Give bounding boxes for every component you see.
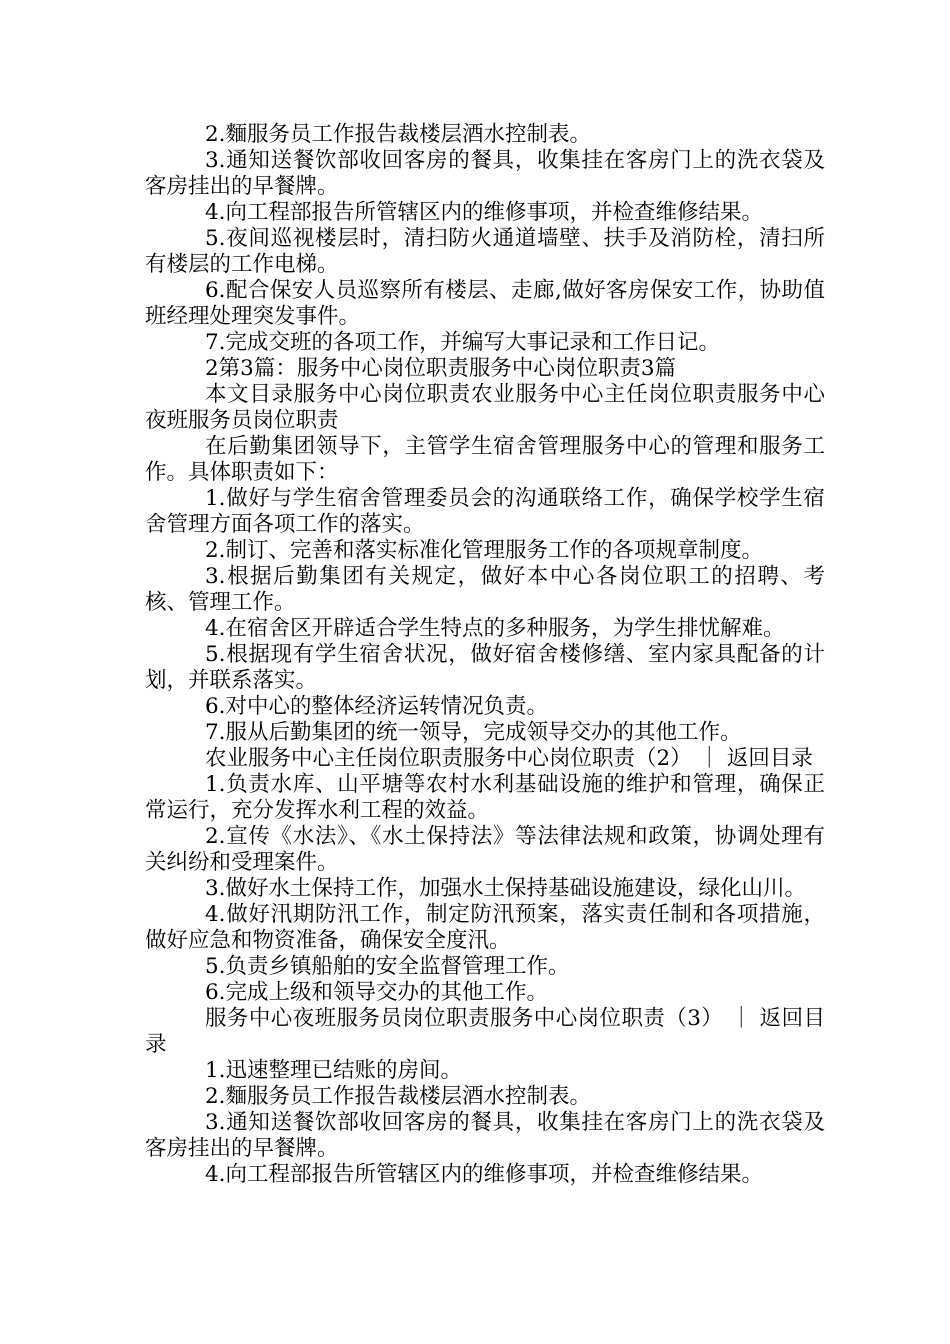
paragraph: 5.夜间巡视楼层时，清扫防火通道墙壁、扶手及消防栓，清扫所有楼层的工作电梯。 bbox=[145, 226, 825, 277]
paragraph: 3.通知送餐饮部收回客房的餐具，收集挂在客房门上的洗衣袋及客房挂出的早餐牌。 bbox=[145, 1110, 825, 1161]
paragraph: 4.做好汛期防汛工作，制定防汛预案，落实责任制和各项措施，做好应急和物资准备，确保安全度汛。 bbox=[145, 902, 825, 953]
paragraph: 6.完成上级和领导交办的其他工作。 bbox=[205, 980, 549, 1005]
section-heading: 2第3篇：服务中心岗位职责服务中心岗位职责3篇 bbox=[205, 356, 677, 381]
paragraph: 2.宣传《水法》、《水土保持法》等法律法规和政策，协调处理有关纠纷和受理案件。 bbox=[145, 824, 825, 875]
paragraph: 在后勤集团领导下，主管学生宿舍管理服务中心的管理和服务工作。具体职责如下： bbox=[145, 434, 825, 485]
paragraph: 1.迅速整理已结账的房间。 bbox=[205, 1058, 463, 1083]
paragraph: 5.负责乡镇船舶的安全监督管理工作。 bbox=[205, 954, 570, 979]
paragraph: 4.在宿舍区开辟适合学生特点的多种服务，为学生排忧解难。 bbox=[205, 616, 785, 641]
paragraph: 2.制订、完善和落实标准化管理服务工作的各项规章制度。 bbox=[205, 538, 764, 563]
table-of-contents: 本文目录服务中心岗位职责农业服务中心主任岗位职责服务中心夜班服务员岗位职责 bbox=[145, 382, 825, 433]
section-heading: 服务中心夜班服务员岗位职责服务中心岗位职责（3） ｜ 返回目录 bbox=[145, 1006, 825, 1057]
section-heading: 农业服务中心主任岗位职责服务中心岗位职责（2） ｜ 返回目录 bbox=[205, 746, 813, 771]
paragraph: 6.对中心的整体经济运转情况负责。 bbox=[205, 694, 549, 719]
paragraph: 7.服从后勤集团的统一领导，完成领导交办的其他工作。 bbox=[205, 720, 742, 745]
paragraph: 3.做好水土保持工作，加强水土保持基础设施建设，绿化山川。 bbox=[205, 876, 807, 901]
paragraph: 1.做好与学生宿舍管理委员会的沟通联络工作，确保学校学生宿舍管理方面各项工作的落实。 bbox=[145, 486, 825, 537]
document-body bbox=[145, 122, 825, 1188]
paragraph: 3.根据后勤集团有关规定，做好本中心各岗位职工的招聘、考核、管理工作。 bbox=[145, 564, 825, 615]
paragraph: 6.配合保安人员巡察所有楼层、走廊,做好客房保安工作，协助值班经理处理突发事件。 bbox=[145, 278, 825, 329]
paragraph: 4.向工程部报告所管辖区内的维修事项，并检查维修结果。 bbox=[205, 1162, 764, 1187]
paragraph: 2.麵服务员工作报告裁楼层酒水控制表。 bbox=[205, 1084, 592, 1109]
paragraph: 1.负责水库、山平塘等农村水利基础设施的维护和管理，确保正常运行，充分发挥水利工程的效益。 bbox=[145, 772, 825, 823]
paragraph: 7.完成交班的各项工作，并编写大事记录和工作日记。 bbox=[205, 330, 721, 355]
paragraph: 4.向工程部报告所管辖区内的维修事项，并检查维修结果。 bbox=[205, 200, 764, 225]
paragraph: 3.通知送餐饮部收回客房的餐具，收集挂在客房门上的洗衣袋及客房挂出的早餐牌。 bbox=[145, 148, 825, 199]
paragraph: 5.根据现有学生宿舍状况，做好宿舍楼修缮、室内家具配备的计划，并联系落实。 bbox=[145, 642, 825, 693]
paragraph: 2.麵服务员工作报告裁楼层酒水控制表。 bbox=[205, 122, 592, 147]
